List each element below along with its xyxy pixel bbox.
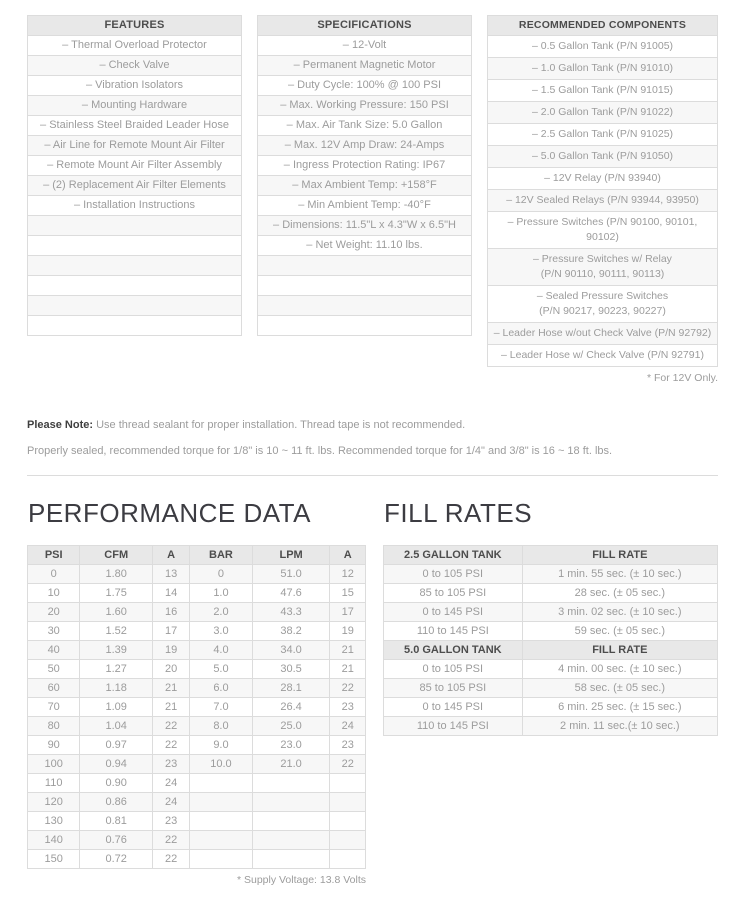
bottom-section xyxy=(27,498,718,886)
list-row xyxy=(28,136,242,156)
performance-header-row xyxy=(28,546,366,565)
list-row xyxy=(28,256,242,276)
performance-value-cell: 17 xyxy=(330,603,366,622)
performance-value-cell xyxy=(330,812,366,831)
performance-value-cell: 6.0 xyxy=(190,679,253,698)
list-item-cell xyxy=(28,236,242,256)
list-row xyxy=(488,58,718,80)
specifications-column xyxy=(257,15,472,336)
performance-value-cell: 13 xyxy=(153,565,190,584)
list-item-cell xyxy=(488,168,718,190)
cell-line: 90102) xyxy=(586,231,619,243)
list-row xyxy=(258,76,472,96)
list-item-cell xyxy=(258,276,472,296)
performance-row xyxy=(28,584,366,603)
performance-value-cell: 1.18 xyxy=(80,679,153,698)
note-text-1: Use thread sealant for proper installation. Thread tape is not recommended. xyxy=(93,419,466,431)
performance-value-cell xyxy=(252,850,330,869)
list-item-cell: – Stainless Steel Braided Leader Hose xyxy=(28,116,242,136)
fill-rates-table xyxy=(383,545,718,736)
list-row xyxy=(488,323,718,345)
performance-value-cell: 4.0 xyxy=(190,641,253,660)
fill-rate-value-cell: 59 sec. (± 05 sec.) xyxy=(522,622,717,641)
fill-rate-value-cell: 0 to 145 PSI xyxy=(384,603,523,622)
performance-value-cell: 23 xyxy=(330,736,366,755)
performance-value-cell: 1.75 xyxy=(80,584,153,603)
list-row xyxy=(28,156,242,176)
performance-value-cell: 3.0 xyxy=(190,622,253,641)
list-row xyxy=(258,176,472,196)
fill-rate-row xyxy=(384,622,718,641)
list-item-cell xyxy=(488,286,718,323)
list-row xyxy=(258,276,472,296)
performance-value-cell: 50 xyxy=(28,660,80,679)
performance-value-cell: 10.0 xyxy=(190,755,253,774)
list-row xyxy=(28,296,242,316)
list-item-cell xyxy=(258,316,472,336)
performance-value-cell: 12 xyxy=(330,565,366,584)
performance-row xyxy=(28,698,366,717)
table-title-cell: SPECIFICATIONS xyxy=(258,16,472,36)
performance-value-cell: 90 xyxy=(28,736,80,755)
list-row xyxy=(258,136,472,156)
performance-value-cell: 24 xyxy=(330,717,366,736)
list-row xyxy=(258,196,472,216)
performance-value-cell: 21.0 xyxy=(252,755,330,774)
cell-line: – 12V Relay (P/N 93940) xyxy=(544,172,661,184)
column-header-cell: CFM xyxy=(80,546,153,565)
cell-line: (P/N 90110, 90111, 90113) xyxy=(540,268,665,280)
list-item-cell xyxy=(488,345,718,367)
performance-row xyxy=(28,793,366,812)
performance-value-cell xyxy=(330,774,366,793)
list-row xyxy=(488,345,718,367)
column-header-cell: BAR xyxy=(190,546,253,565)
performance-row xyxy=(28,850,366,869)
fill-rate-header-row xyxy=(384,546,718,565)
cell-line: – 5.0 Gallon Tank (P/N 91050) xyxy=(531,150,674,162)
performance-value-cell: 80 xyxy=(28,717,80,736)
cell-line: – 1.5 Gallon Tank (P/N 91015) xyxy=(531,84,674,96)
column-header-cell: 2.5 GALLON TANK xyxy=(384,546,523,565)
features-column xyxy=(27,15,242,336)
performance-value-cell: 0 xyxy=(190,565,253,584)
performance-value-cell xyxy=(252,774,330,793)
list-item-cell: – Vibration Isolators xyxy=(28,76,242,96)
list-row xyxy=(488,102,718,124)
performance-value-cell: 140 xyxy=(28,831,80,850)
performance-data-heading: PERFORMANCE DATA xyxy=(28,498,311,528)
list-item-cell xyxy=(488,323,718,345)
column-header-cell: FILL RATE xyxy=(522,641,717,660)
performance-value-cell: 20 xyxy=(153,660,190,679)
performance-value-cell xyxy=(252,812,330,831)
list-row xyxy=(258,116,472,136)
list-item-cell xyxy=(28,316,242,336)
list-row xyxy=(488,80,718,102)
list-item-cell: – Net Weight: 11.10 lbs. xyxy=(258,236,472,256)
table-header-row xyxy=(28,16,242,36)
performance-value-cell: 22 xyxy=(330,755,366,774)
fill-rate-value-cell: 0 to 105 PSI xyxy=(384,660,523,679)
list-row xyxy=(488,36,718,58)
performance-value-cell: 1.80 xyxy=(80,565,153,584)
list-row xyxy=(488,124,718,146)
list-row xyxy=(28,96,242,116)
table-title-cell: FEATURES xyxy=(28,16,242,36)
fill-rate-value-cell: 1 min. 55 sec. (± 10 sec.) xyxy=(522,565,717,584)
fill-rate-value-cell: 3 min. 02 sec. (± 10 sec.) xyxy=(522,603,717,622)
list-item-cell xyxy=(488,124,718,146)
fill-rate-row xyxy=(384,679,718,698)
cell-line: (P/N 90217, 90223, 90227) xyxy=(539,305,666,317)
list-row xyxy=(258,316,472,336)
fill-rate-value-cell: 28 sec. (± 05 sec.) xyxy=(522,584,717,603)
list-row xyxy=(258,96,472,116)
performance-value-cell: 40 xyxy=(28,641,80,660)
fill-rate-value-cell: 6 min. 25 sec. (± 15 sec.) xyxy=(522,698,717,717)
list-item-cell: – Ingress Protection Rating: IP67 xyxy=(258,156,472,176)
performance-row xyxy=(28,736,366,755)
top-tables-section xyxy=(27,15,718,384)
list-item-cell xyxy=(488,212,718,249)
list-row xyxy=(28,176,242,196)
list-row xyxy=(28,56,242,76)
performance-value-cell: 23 xyxy=(153,812,190,831)
performance-value-cell: 19 xyxy=(153,641,190,660)
cell-line: – 12V Sealed Relays (P/N 93944, 93950) xyxy=(506,194,699,206)
column-header-cell: LPM xyxy=(252,546,330,565)
performance-value-cell: 5.0 xyxy=(190,660,253,679)
fill-rate-row xyxy=(384,698,718,717)
cell-line: – 2.5 Gallon Tank (P/N 91025) xyxy=(531,128,674,140)
performance-value-cell xyxy=(252,793,330,812)
performance-value-cell: 60 xyxy=(28,679,80,698)
cell-line: – Sealed Pressure Switches xyxy=(536,290,669,302)
list-item-cell xyxy=(488,80,718,102)
list-item-cell: – Dimensions: 11.5"L x 4.3"W x 6.5"H xyxy=(258,216,472,236)
list-item-cell: – Thermal Overload Protector xyxy=(28,36,242,56)
performance-value-cell xyxy=(190,774,253,793)
performance-value-cell: 20 xyxy=(28,603,80,622)
list-item-cell: – Permanent Magnetic Motor xyxy=(258,56,472,76)
column-header-cell: FILL RATE xyxy=(522,546,717,565)
performance-row xyxy=(28,641,366,660)
performance-value-cell: 24 xyxy=(153,774,190,793)
list-row xyxy=(28,76,242,96)
list-item-cell: – Check Valve xyxy=(28,56,242,76)
performance-value-cell: 22 xyxy=(153,831,190,850)
performance-row xyxy=(28,755,366,774)
performance-value-cell: 22 xyxy=(153,736,190,755)
performance-value-cell: 100 xyxy=(28,755,80,774)
note-line-1 xyxy=(27,418,718,433)
list-item-cell: – Max Ambient Temp: +158°F xyxy=(258,176,472,196)
performance-value-cell xyxy=(190,831,253,850)
performance-value-cell: 23 xyxy=(330,698,366,717)
performance-row xyxy=(28,565,366,584)
performance-data-section xyxy=(27,498,366,886)
list-row xyxy=(488,286,718,323)
performance-value-cell: 0.72 xyxy=(80,850,153,869)
performance-value-cell: 38.2 xyxy=(252,622,330,641)
list-item-cell: – Duty Cycle: 100% @ 100 PSI xyxy=(258,76,472,96)
list-item-cell xyxy=(488,36,718,58)
performance-value-cell: 22 xyxy=(330,679,366,698)
note-block xyxy=(27,418,718,459)
list-row xyxy=(258,296,472,316)
performance-value-cell: 23 xyxy=(153,755,190,774)
table-header-row xyxy=(488,16,718,36)
list-item-cell xyxy=(258,256,472,276)
cell-line: – Pressure Switches w/ Relay xyxy=(533,253,672,265)
performance-value-cell xyxy=(330,850,366,869)
performance-value-cell: 0.86 xyxy=(80,793,153,812)
performance-row xyxy=(28,831,366,850)
performance-value-cell: 21 xyxy=(153,679,190,698)
fill-rate-row xyxy=(384,660,718,679)
features-table xyxy=(27,15,242,336)
list-row xyxy=(28,276,242,296)
performance-value-cell: 30 xyxy=(28,622,80,641)
fill-rate-value-cell: 0 to 145 PSI xyxy=(384,698,523,717)
list-item-cell xyxy=(258,296,472,316)
performance-value-cell: 70 xyxy=(28,698,80,717)
performance-value-cell: 8.0 xyxy=(190,717,253,736)
list-row xyxy=(258,156,472,176)
fill-rate-row xyxy=(384,565,718,584)
performance-value-cell: 1.60 xyxy=(80,603,153,622)
performance-value-cell: 1.04 xyxy=(80,717,153,736)
list-item-cell: – Installation Instructions xyxy=(28,196,242,216)
list-row xyxy=(28,236,242,256)
performance-value-cell: 43.3 xyxy=(252,603,330,622)
performance-value-cell: 1.09 xyxy=(80,698,153,717)
fill-rate-row xyxy=(384,603,718,622)
list-row xyxy=(258,236,472,256)
list-row xyxy=(28,216,242,236)
performance-row xyxy=(28,679,366,698)
performance-value-cell xyxy=(330,793,366,812)
specifications-table xyxy=(257,15,472,336)
fill-rate-value-cell: 110 to 145 PSI xyxy=(384,622,523,641)
performance-value-cell: 34.0 xyxy=(252,641,330,660)
list-item-cell xyxy=(488,102,718,124)
fill-rate-value-cell: 85 to 105 PSI xyxy=(384,584,523,603)
list-item-cell xyxy=(488,249,718,286)
fill-rate-row xyxy=(384,584,718,603)
recommended-components-table xyxy=(487,15,718,367)
table-header-row xyxy=(258,16,472,36)
fill-rates-section xyxy=(383,498,718,886)
list-row xyxy=(488,146,718,168)
recommended-components-column xyxy=(487,15,718,384)
performance-value-cell: 150 xyxy=(28,850,80,869)
performance-row xyxy=(28,660,366,679)
list-item-cell xyxy=(488,146,718,168)
performance-value-cell: 22 xyxy=(153,717,190,736)
performance-value-cell: 21 xyxy=(330,660,366,679)
performance-value-cell: 2.0 xyxy=(190,603,253,622)
list-item-cell xyxy=(488,190,718,212)
column-header-cell: A xyxy=(330,546,366,565)
cell-line: – 1.0 Gallon Tank (P/N 91010) xyxy=(531,62,674,74)
performance-row xyxy=(28,717,366,736)
performance-value-cell: 28.1 xyxy=(252,679,330,698)
performance-value-cell: 0.94 xyxy=(80,755,153,774)
performance-value-cell: 0.76 xyxy=(80,831,153,850)
performance-value-cell: 24 xyxy=(153,793,190,812)
note-line-2: Properly sealed, recommended torque for 1/8" is 10 ~ 11 ft. lbs. Recommended torque for 1/4" and 3/8" is 16 ~ 18 ft. lbs. xyxy=(27,445,613,457)
performance-value-cell: 110 xyxy=(28,774,80,793)
performance-value-cell: 25.0 xyxy=(252,717,330,736)
performance-value-cell: 47.6 xyxy=(252,584,330,603)
performance-value-cell: 51.0 xyxy=(252,565,330,584)
performance-value-cell xyxy=(252,831,330,850)
list-item-cell xyxy=(28,296,242,316)
list-row xyxy=(488,168,718,190)
performance-value-cell: 30.5 xyxy=(252,660,330,679)
performance-value-cell: 19 xyxy=(330,622,366,641)
performance-value-cell: 1.52 xyxy=(80,622,153,641)
performance-value-cell xyxy=(190,812,253,831)
list-item-cell xyxy=(28,216,242,236)
list-item-cell: – Air Line for Remote Mount Air Filter xyxy=(28,136,242,156)
list-row xyxy=(258,36,472,56)
column-header-cell: A xyxy=(153,546,190,565)
fill-rates-heading: FILL RATES xyxy=(384,498,533,528)
list-item-cell: – Remote Mount Air Filter Assembly xyxy=(28,156,242,176)
performance-value-cell: 0.90 xyxy=(80,774,153,793)
list-row xyxy=(258,256,472,276)
fill-rate-value-cell: 85 to 105 PSI xyxy=(384,679,523,698)
list-item-cell: – Min Ambient Temp: -40°F xyxy=(258,196,472,216)
performance-value-cell: 130 xyxy=(28,812,80,831)
performance-row xyxy=(28,603,366,622)
performance-row xyxy=(28,774,366,793)
cell-line: – 2.0 Gallon Tank (P/N 91022) xyxy=(531,106,674,118)
fill-rate-value-cell: 58 sec. (± 05 sec.) xyxy=(522,679,717,698)
performance-value-cell: 0.97 xyxy=(80,736,153,755)
performance-value-cell: 26.4 xyxy=(252,698,330,717)
performance-value-cell: 22 xyxy=(153,850,190,869)
list-item-cell xyxy=(488,58,718,80)
list-item-cell xyxy=(28,256,242,276)
performance-value-cell: 21 xyxy=(330,641,366,660)
performance-value-cell xyxy=(190,850,253,869)
performance-value-cell: 0 xyxy=(28,565,80,584)
performance-value-cell: 1.27 xyxy=(80,660,153,679)
column-header-cell: PSI xyxy=(28,546,80,565)
performance-table xyxy=(27,545,366,869)
performance-value-cell: 21 xyxy=(153,698,190,717)
list-row xyxy=(488,190,718,212)
note-label: Please Note: xyxy=(27,419,94,431)
list-row xyxy=(28,36,242,56)
fill-rate-value-cell: 2 min. 11 sec.(± 10 sec.) xyxy=(522,717,717,736)
column-header-cell: 5.0 GALLON TANK xyxy=(384,641,523,660)
list-item-cell: – Max. 12V Amp Draw: 24-Amps xyxy=(258,136,472,156)
fill-rate-row xyxy=(384,717,718,736)
performance-value-cell: 16 xyxy=(153,603,190,622)
list-item-cell: – 12-Volt xyxy=(258,36,472,56)
section-divider xyxy=(27,475,718,476)
performance-value-cell xyxy=(330,831,366,850)
fill-rate-header-row xyxy=(384,641,718,660)
performance-value-cell: 120 xyxy=(28,793,80,812)
list-row xyxy=(258,216,472,236)
recommended-footnote: * For 12V Only. xyxy=(647,372,718,384)
list-item-cell: – (2) Replacement Air Filter Elements xyxy=(28,176,242,196)
cell-line: – Leader Hose w/ Check Valve (P/N 92791) xyxy=(501,349,704,361)
performance-value-cell: 10 xyxy=(28,584,80,603)
performance-row xyxy=(28,812,366,831)
list-row xyxy=(28,196,242,216)
performance-value-cell: 1.39 xyxy=(80,641,153,660)
list-item-cell xyxy=(28,276,242,296)
list-row xyxy=(28,116,242,136)
list-item-cell: – Mounting Hardware xyxy=(28,96,242,116)
list-row xyxy=(258,56,472,76)
performance-value-cell: 1.0 xyxy=(190,584,253,603)
cell-line: – Leader Hose w/out Check Valve (P/N 92792) xyxy=(493,327,712,339)
fill-rate-value-cell: 110 to 145 PSI xyxy=(384,717,523,736)
cell-line: – 0.5 Gallon Tank (P/N 91005) xyxy=(531,40,674,52)
performance-value-cell: 9.0 xyxy=(190,736,253,755)
fill-rate-value-cell: 0 to 105 PSI xyxy=(384,565,523,584)
performance-value-cell: 7.0 xyxy=(190,698,253,717)
table-title-cell: RECOMMENDED COMPONENTS xyxy=(488,16,718,36)
performance-value-cell: 15 xyxy=(330,584,366,603)
list-item-cell: – Max. Working Pressure: 150 PSI xyxy=(258,96,472,116)
list-row xyxy=(28,316,242,336)
performance-value-cell: 23.0 xyxy=(252,736,330,755)
list-item-cell: – Max. Air Tank Size: 5.0 Gallon xyxy=(258,116,472,136)
performance-value-cell xyxy=(190,793,253,812)
cell-line: – Pressure Switches (P/N 90100, 90101, xyxy=(507,216,698,228)
performance-value-cell: 17 xyxy=(153,622,190,641)
supply-voltage-footnote: * Supply Voltage: 13.8 Volts xyxy=(236,874,366,886)
list-row xyxy=(488,212,718,249)
list-row xyxy=(488,249,718,286)
performance-value-cell: 0.81 xyxy=(80,812,153,831)
fill-rate-value-cell: 4 min. 00 sec. (± 10 sec.) xyxy=(522,660,717,679)
performance-value-cell: 14 xyxy=(153,584,190,603)
performance-row xyxy=(28,622,366,641)
